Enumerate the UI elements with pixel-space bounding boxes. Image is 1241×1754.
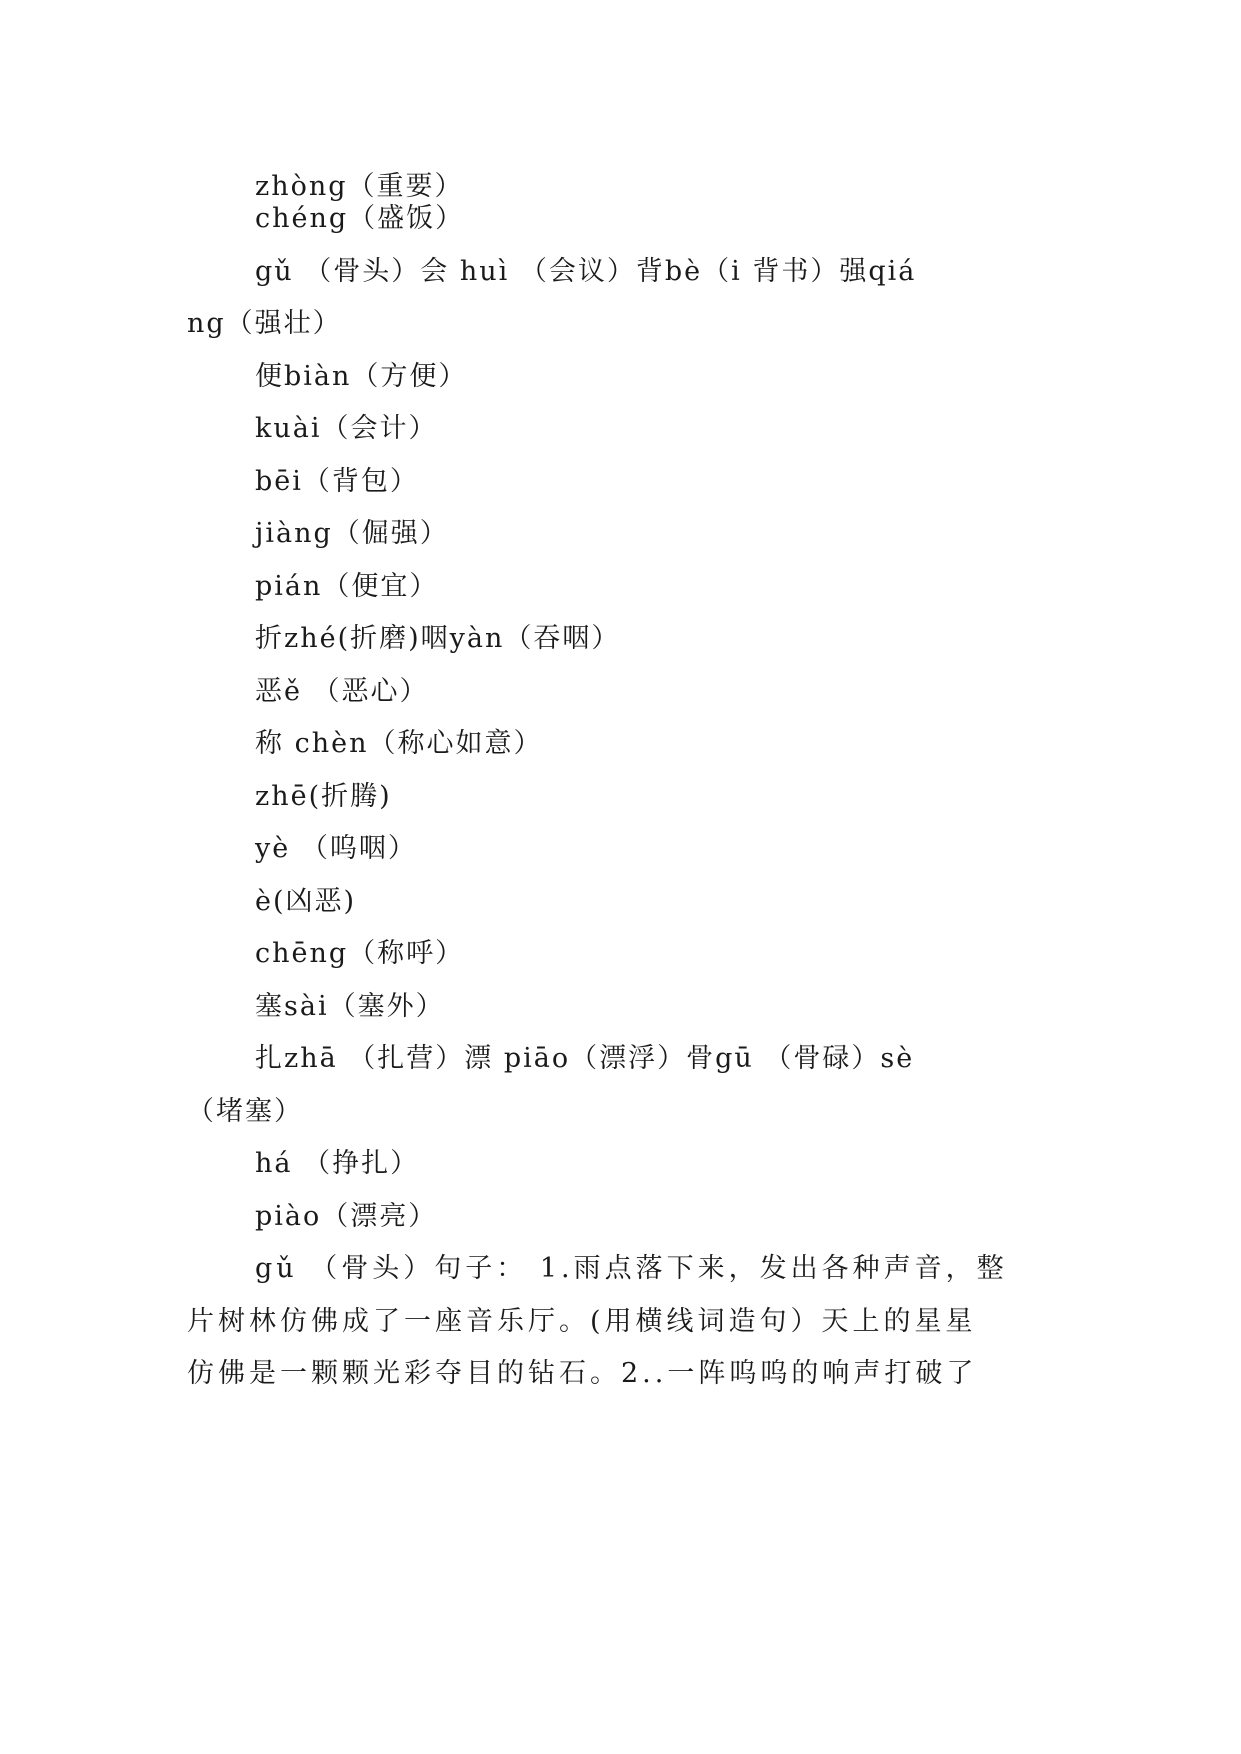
text-line: yè （呜咽） [255, 833, 417, 864]
text-line: 扎zhā （扎营）漂 piāo（漂浮）骨gū （骨碌）sè [255, 1043, 915, 1074]
text-line: kuài（会计） [255, 413, 438, 444]
text-line: chēng（称呼） [255, 938, 465, 969]
text-line: ng（强壮） [187, 308, 342, 339]
text-line: 称 chèn（称心如意） [255, 728, 543, 759]
text-line: chéng（盛饭） [255, 203, 465, 234]
text-line: （堵塞） [187, 1096, 303, 1127]
text-line: piào（漂亮） [255, 1201, 438, 1232]
text-line: 恶ě （恶心） [255, 676, 429, 707]
text-line: 便biàn（方便） [255, 361, 468, 392]
text-line: gǔ （骨头）会 huì （会议）背bè（i 背书）强qiá [255, 256, 917, 287]
text-line: há （挣扎） [255, 1148, 420, 1179]
text-line: 片树林仿佛成了一座音乐厅。(用横线词造句）天上的星星 [187, 1306, 977, 1337]
text-line: gǔ （骨头）句子： 1.雨点落下来，发出各种声音，整 [255, 1253, 1008, 1284]
text-line: pián（便宜） [255, 571, 439, 602]
text-line: 折zhé(折磨)咽yàn（吞咽） [255, 623, 621, 654]
text-line: è(凶恶) [255, 886, 357, 917]
text-line: zhòng（重要） [255, 171, 464, 202]
text-line: 仿佛是一颗颗光彩夺目的钻石。2..一阵呜呜的响声打破了 [187, 1358, 978, 1389]
text-line: jiàng（倔强） [255, 518, 449, 549]
text-line: bēi（背包） [255, 466, 419, 497]
text-line: zhē(折腾) [255, 781, 392, 812]
text-line: 塞sài（塞外） [255, 991, 445, 1022]
